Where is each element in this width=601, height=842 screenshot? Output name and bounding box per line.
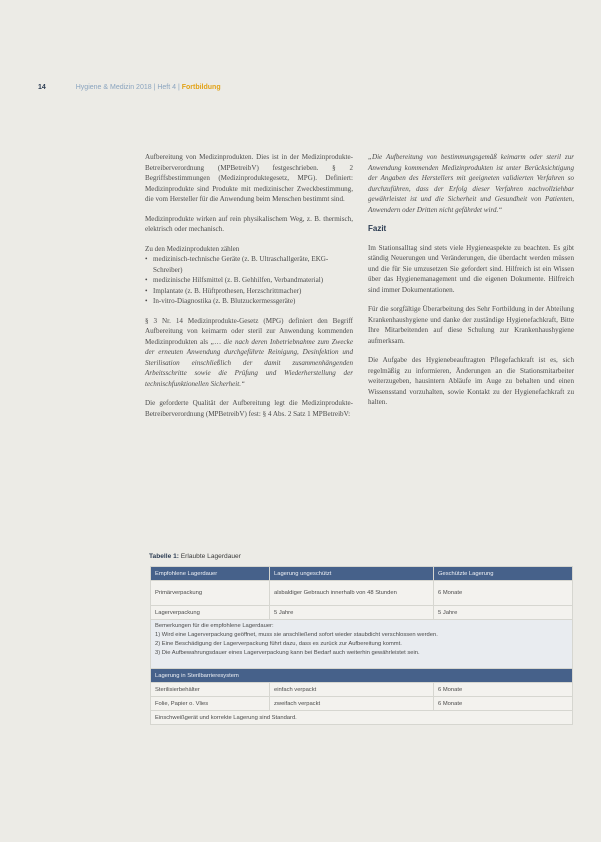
note-line: 2) Eine Beschädigung der Lagerverpackung führt dazu, dass es zurück zur Aufbereitung kommt.	[155, 641, 402, 647]
table-caption-label: Tabelle 1:	[149, 553, 179, 560]
table-caption	[149, 553, 241, 560]
bullet-list	[145, 254, 353, 307]
paragraph: Die geforderte Qualität der Aufbereitung legt die Medizinprodukte-Betreiberverordnung (MPBetreibV) fest: § 4 Abs. 2 Satz 1 MPBetreibV:	[145, 399, 353, 418]
table-row	[151, 697, 573, 711]
journal-name: Hygiene & Medizin 2018 | Heft 4	[75, 84, 177, 91]
table-subheader: Lagerung in Sterilbarrieresystem	[151, 669, 573, 683]
table-cell: 6 Monate	[434, 683, 573, 697]
list-intro: Zu den Medizinprodukten zählen	[145, 244, 240, 253]
table-cell: alsbaldiger Gebrauch innerhalb von 48 Stunden	[270, 581, 434, 606]
quotation: „… die nach deren Inbetriebnahme zum Zwecke der erneuten Anwendung durchgeführte Reinigung, Desinfektion und Sterilisation einschließlich der damit zusammenhängenden Arbeitsschritte sowie die Prüfung und Wiederherstellung der technischfunktionellen Sicherheit.“	[145, 337, 353, 388]
note-line: 3) Die Aufbewahrungsdauer eines Lagerverpackung kann bei Bedarf auch weiterhin gewährleistet sein.	[155, 650, 420, 656]
table-row	[151, 606, 573, 620]
table-cell: 6 Monate	[434, 581, 573, 606]
paragraph: Für die sorgfältige Überarbeitung des Sehr Fortbildung in der Abteilung Krankenhaushygiene und danke der zuständige Hygienefachkraft, Bitte Ihre Mitarbeitenden auf diese Schulung zur Krankenhaushygiene aufmerksam.	[368, 305, 574, 345]
paragraph: Im Stationsalltag sind stets viele Hygieneaspekte zu beachten. Es gibt ständig Neuerungen und Veränderungen, die überdacht werden müssen und die für Sie umzusetzen Sie gefordert sind. Hilfreich ist ein Wissen über das Hygienemanagement und die eigenen Dokumente. Hilfreich sind immer Dokumentationen.	[368, 243, 574, 294]
section-heading: Fazit	[368, 224, 387, 233]
storage-table	[150, 566, 573, 725]
list-item: • medizinische Hilfsmittel (z. B. Gehhilfen, Verbandmaterial)	[153, 275, 353, 286]
notes-title: Bemerkungen für die empfohlene Lagerdauer:	[155, 623, 274, 629]
right-column	[368, 152, 574, 417]
list-item: • In-vitro-Diagnostika (z. B. Blutzuckermessgeräte)	[153, 296, 353, 307]
column-header: Geschützte Lagerung	[434, 567, 573, 581]
table-notes-row	[151, 620, 573, 669]
list-item: • medizinisch-technische Geräte (z. B. Ultraschallgeräte, EKG-Schreiber)	[153, 254, 353, 275]
table-notes	[151, 620, 573, 669]
column-header: Empfohlene Lagerdauer	[151, 567, 270, 581]
table-caption-text: Erlaubte Lagerdauer	[180, 553, 241, 560]
table-header-row	[151, 567, 573, 581]
table-cell: einfach verpackt	[270, 683, 434, 697]
table-row	[151, 581, 573, 606]
note-line: 1) Wird eine Lagerverpackung geöffnet, muss sie anschließend sofort wieder staubdicht verschlossen werden.	[155, 632, 438, 638]
table-footnote: Einschweißgerät und korrekte Lagerung sind Standard.	[151, 711, 573, 725]
section-name: Fortbildung	[181, 84, 221, 91]
table-cell: Sterilisierbehälter	[151, 683, 270, 697]
table-cell: 5 Jahre	[270, 606, 434, 620]
table-cell: 6 Monate	[434, 697, 573, 711]
list-item: • Implantate (z. B. Hüftprothesen, Herzschrittmacher)	[153, 286, 353, 297]
table-cell: zweifach verpackt	[270, 697, 434, 711]
table-subheader-row	[151, 669, 573, 683]
column-header: Lagerung ungeschützt	[270, 567, 434, 581]
table-cell: 5 Jahre	[434, 606, 573, 620]
table-cell: Primärverpackung	[151, 581, 270, 606]
paragraph-text: § 3 Nr. 14 Medizinprodukte-Gesetz (MPG) definiert den Begriff Aufbereitung von keimarm oder steril zur Anwendung kommenden Medizinprodukten als	[145, 316, 353, 346]
table-footnote-row	[151, 711, 573, 725]
running-header: 14 Hygiene & Medizin 2018 | Heft 4 | Fortbildung	[38, 84, 221, 91]
left-column	[145, 152, 353, 428]
table-row	[151, 683, 573, 697]
quotation: „Die Aufbereitung von bestimmungsgemäß keimarm oder steril zur Anwendung kommenden Medizinprodukten ist unter Berücksichtigung der Angaben des Herstellers mit geeigneten validierten Verfahren so durchzuführen, dass der Erfolg dieser Verfahren nachvollziehbar gewährleistet ist und die Sicherheit und Gesundheit von Patienten, Anwendern oder Dritten nicht gefährdet wird.“	[368, 153, 574, 214]
table-cell: Folie, Papier o. Vlies	[151, 697, 270, 711]
table-cell: Lagerverpackung	[151, 606, 270, 620]
paragraph: Aufbereitung von Medizinprodukten. Dies ist in der Medizinprodukte-Betreiberverordnung (MPBetreibV) festgeschrieben. § 2 Begriffsbestimmungen (Medizinproduktegesetz, MPG). Definiert: Medizinprodukte sind Produkte mit medizinischer Zweckbestimmung, die vom Hersteller für die Anwendung beim Menschen bestimmt sind.	[145, 153, 353, 203]
paragraph	[145, 316, 353, 390]
page-number: 14	[38, 84, 46, 91]
paragraph: Die Aufgabe des Hygienebeauftragten Pflegefachkraft ist es, sich regelmäßig zu informieren, Änderungen an die Stationsmitarbeiter weiterzugeben, hausintern Abläufe im Auge zu behalten und einen Wissensstand vorzuhalten, sowie Kontakt zu der Hygienefachkraft zu halten.	[368, 356, 574, 406]
paragraph: Medizinprodukte wirken auf rein physikalischem Weg, z. B. thermisch, elektrisch oder mechanisch.	[145, 214, 353, 233]
